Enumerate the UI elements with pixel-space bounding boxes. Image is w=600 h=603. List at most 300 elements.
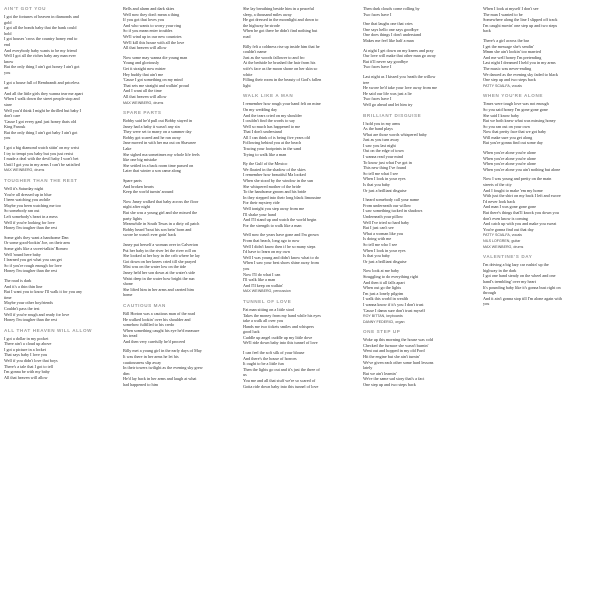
lyric-line: end bbox=[4, 41, 11, 47]
lyric-line: Or some good-lookin' Joe, on their arm bbox=[4, 240, 70, 246]
lyric-line: Or just a brilliant disguise bbox=[363, 187, 407, 193]
lyric-line: I saw something tucked in shadows bbox=[363, 208, 423, 214]
lyric-line: We danced as the evening sky faded to black bbox=[483, 71, 559, 77]
lyric-line: There's a tale that I got to tell bbox=[4, 363, 54, 369]
lyric-line: At the bedside he brushed the hair from his bbox=[243, 60, 316, 66]
musician-credit: PATTY SCIALFA, vocals bbox=[483, 83, 522, 88]
lyric-line: I got a big diamond watch sittin' on my wrist bbox=[4, 145, 80, 151]
lyric-line: Then dark clouds come rolling by bbox=[363, 6, 420, 11]
lyric-line: Our love will make that other man go away bbox=[363, 53, 436, 59]
lyric-line: Bells and alarm and dark skies bbox=[123, 6, 175, 11]
lyric-line: There's a girl across the bar bbox=[483, 37, 529, 43]
lyric-line: take a walk all over you bbox=[243, 318, 284, 324]
musician-credit: MAX WEINBERG, percussion bbox=[243, 289, 291, 294]
lyric-line: It was there in her arms he let his bbox=[123, 354, 179, 360]
song-title: CAUTIOUS MAN bbox=[123, 302, 166, 308]
lyric-line: Bobby said he'd pull out Bobby stayed in bbox=[123, 118, 193, 124]
lyric-line: But there's things that'll knock you down you bbox=[483, 210, 559, 215]
lyric-line: For the strength to walk like a man bbox=[243, 222, 302, 228]
lyric-line: I walk this world in wealth bbox=[363, 296, 409, 302]
lyric-line: Well you'd think I might be thrilled but baby I bbox=[4, 107, 82, 113]
lyric-line: Hit the engine but she ain't turnin' bbox=[363, 354, 420, 360]
lyric-line: Two faces have I bbox=[363, 11, 392, 17]
musician-credit: ROY BITTAN, keyboards bbox=[363, 314, 403, 319]
lyric-line: I been watching you awhile bbox=[4, 197, 51, 203]
lyric-line: But the only thing I ain't got baby I ain't got bbox=[4, 129, 78, 135]
lyric-line: From that beach, long ago to now bbox=[243, 237, 300, 243]
lyric-line: All that heaven will allow bbox=[123, 93, 167, 99]
lyrics-column-1 bbox=[4, 6, 120, 385]
lyric-line: good luck bbox=[243, 329, 260, 335]
lyric-line: With just the shirt on my back I left and swore bbox=[483, 193, 561, 199]
lyric-line: I got all the bonds baby that the bank could bbox=[4, 25, 77, 31]
song-block bbox=[4, 178, 120, 323]
lyric-line: And everybody baby wants to be my friend bbox=[4, 47, 77, 53]
lyric-line: On my wedding day bbox=[243, 106, 278, 112]
lyric-line: Spare parts bbox=[123, 178, 142, 184]
lyric-line: streets of the city bbox=[483, 182, 512, 188]
lyric-line: To know just what I've got in bbox=[363, 159, 412, 165]
lyric-line: Fat man sitting on a little stool bbox=[243, 306, 295, 312]
song-block bbox=[483, 6, 597, 88]
lyric-line: Two faces have I bbox=[363, 96, 392, 102]
lyric-line: Takes the money from my hand while his eyes bbox=[243, 312, 321, 318]
lyric-line: Then the lights go out and it's just the three of bbox=[243, 366, 320, 372]
lyric-line: Meanwhile in South Texas in a dirty oil patch bbox=[123, 221, 200, 227]
lyric-line: And catch up with you and make you sweat bbox=[483, 221, 557, 227]
lyric-line: And I'll keep on walkin' bbox=[243, 282, 284, 288]
lyric-line: Some girls like a sweet-talkin' Romeo bbox=[4, 245, 68, 251]
lyric-line: From underneath our willow bbox=[363, 202, 412, 208]
lyric-line: She whispered mother of the bride bbox=[243, 183, 301, 189]
lyric-line: So if you mean enter troubles bbox=[123, 28, 173, 34]
lyric-line: Billy felt a coldness rise up inside him that he bbox=[243, 43, 320, 49]
song-title: TUNNEL OF LOVE bbox=[243, 298, 292, 304]
lyric-line: Now I was young and pretty on the main bbox=[483, 176, 552, 182]
lyric-line: Later that winter a son came along bbox=[123, 168, 181, 174]
lyric-line: I get the message she's sendin' bbox=[483, 43, 534, 49]
lyric-line: Billy met a young girl in the early days of May bbox=[123, 348, 202, 354]
lyric-line: In they stepped into their long black limousine bbox=[243, 194, 322, 200]
lyric-line: One says hello one says goodbye bbox=[363, 26, 419, 32]
song-block bbox=[123, 110, 239, 298]
lyric-line: Just as the woods fallower to and fro bbox=[243, 54, 305, 60]
lyric-line: Is doing with me bbox=[363, 236, 392, 242]
lyric-line: And the tears cried on my shoulder bbox=[243, 112, 302, 118]
lyric-line: Well if you're rough and ready for love bbox=[4, 311, 70, 317]
lyric-line: Trying to walk like a man bbox=[243, 151, 287, 157]
song-title: ALL THAT HEAVEN WILL ALLOW bbox=[4, 327, 93, 333]
lyric-line: home bbox=[123, 292, 133, 298]
lyric-line: And I want all the time bbox=[123, 88, 162, 94]
musician-credit: MAX WEINBERG, drums bbox=[123, 100, 164, 105]
lyric-line: through bbox=[483, 290, 497, 296]
lyric-line: When you're alone you're alone bbox=[483, 155, 536, 161]
lyric-line: I got one hand steady on the wheel and one bbox=[483, 273, 556, 279]
lyric-line: Now look at me baby bbox=[363, 268, 400, 274]
lyric-line: So tell me what I see bbox=[363, 170, 399, 176]
lyric-line: Hands me two tickets smiles and whispers bbox=[243, 323, 314, 329]
lyric-line: When out go the lights bbox=[363, 285, 402, 291]
lyric-line: Mmm she ain't lookin' too married bbox=[483, 49, 541, 55]
lyric-line: somehow fulfilled to his credo bbox=[123, 322, 175, 328]
lyric-line: you bbox=[243, 265, 250, 271]
lyric-line: Got down on her knees cried till she prayed bbox=[123, 258, 197, 264]
lyric-line: When something caught his eye he'd measure bbox=[123, 327, 200, 333]
song-block bbox=[4, 6, 120, 173]
lyric-line: And who wants to worry your ring bbox=[123, 22, 182, 28]
lyric-line: Mist was on the water low on the tide bbox=[123, 264, 187, 270]
song-title: AIN'T GOT YOU bbox=[4, 6, 46, 11]
song-title: SPARE PARTS bbox=[123, 110, 162, 116]
lyric-line: I'd never look back bbox=[483, 198, 516, 204]
lyric-line: Well 'round here baby bbox=[4, 251, 41, 257]
lyric-line: And me well honey I'm pretending bbox=[483, 54, 542, 60]
lyric-line: Janey put herself a woman over in Calverton bbox=[123, 241, 199, 247]
lyric-line: For their mystery ride bbox=[243, 200, 280, 206]
lyric-line: I got a dollar in my pocket bbox=[4, 335, 49, 341]
lyric-line: Tracing your footprints in the sand bbox=[243, 146, 302, 152]
lyric-line: Until I got you in my arms I can't be satisfied bbox=[4, 161, 80, 167]
lyric-line: you bbox=[483, 301, 490, 307]
lyric-line: stare bbox=[4, 101, 12, 107]
lyric-line: One does things I don't understand bbox=[363, 32, 422, 38]
lyric-line: tree bbox=[363, 79, 370, 85]
lyric-line: She lay breathing beside him in a peaceful bbox=[243, 6, 315, 11]
musician-credit: MAX WEINBERG, drums bbox=[4, 168, 45, 173]
lyric-line: One that laughs one that cries bbox=[363, 21, 413, 27]
lyric-line: Janey held her son down at the water's side bbox=[123, 269, 196, 275]
lyric-line: back bbox=[483, 28, 491, 34]
lyric-line: Young and gloriously bbox=[123, 60, 160, 66]
lyric-line: Well I was young and didn't know what to do bbox=[243, 254, 319, 260]
lyric-line: So you said honey I'm gone gone gone bbox=[483, 106, 548, 112]
lyric-line: I got a house full of Rembrandt and priceless bbox=[4, 79, 80, 85]
lyric-line: To the handsome groom and his bride bbox=[243, 189, 307, 195]
lyric-line: That I don't understand bbox=[243, 129, 282, 135]
lyric-line: party lights bbox=[123, 215, 142, 221]
musician-credit: NILS LOFGREN, guitar bbox=[483, 238, 521, 243]
lyric-line: So you ran out on your own bbox=[483, 123, 530, 129]
song-title: WALK LIKE A MAN bbox=[243, 93, 294, 99]
lyric-line: Last night I dreamed I held you in my arms bbox=[483, 60, 556, 66]
lyric-line: I got a picture in a locket bbox=[4, 346, 46, 352]
lyric-line: I'll walk like a man bbox=[243, 277, 276, 283]
lyric-line: Well I got all the riches baby any man ever bbox=[4, 53, 76, 59]
lyric-line: I wanna know if it's you I don't trust bbox=[363, 301, 424, 307]
lyric-line: his tread bbox=[123, 333, 138, 339]
musician-credit: MAX WEINBERG, drums bbox=[483, 244, 524, 249]
lyric-line: night after night bbox=[123, 204, 150, 210]
lyric-line: She lifted him in her arms and carried him bbox=[123, 286, 194, 292]
lyric-line: I couldn't find the words to say bbox=[243, 118, 295, 124]
lyric-line: Keep the world turnin' around bbox=[123, 189, 174, 195]
lyric-line: I got houses 'cross the country honey end to bbox=[4, 36, 78, 42]
lyric-line: Some girls they want a handsome Dan bbox=[4, 234, 69, 240]
song-title: VALENTINE'S DAY bbox=[483, 254, 533, 260]
lyric-line: Maybe your other boyfriends bbox=[4, 300, 53, 306]
song-block bbox=[123, 303, 239, 388]
lyric-line: That says baby I love you bbox=[4, 352, 48, 358]
lyric-line: Bill Horton was a cautious man of the road bbox=[123, 310, 196, 316]
lyric-line: Now Janey walked that baby across the floor bbox=[123, 198, 199, 204]
lyric-line: When you're alone you're alone bbox=[483, 150, 536, 156]
song-block bbox=[243, 299, 359, 389]
lyric-line: We'll wind up in our new countries bbox=[123, 33, 182, 39]
lyric-line: And I'll stand up and watch the world begin bbox=[243, 217, 317, 223]
lyric-line: don't care bbox=[4, 113, 21, 119]
lyric-line: He got dressed in the moonlight and down to bbox=[243, 17, 319, 23]
lyric-line: And there's the house of horrors bbox=[243, 355, 297, 361]
lyric-line: you bbox=[4, 69, 11, 75]
lyric-line: Times were tough love was not enough bbox=[483, 101, 549, 107]
lyric-line: had happened to him bbox=[123, 382, 159, 388]
lyric-line: When I saw your best shoes shine away from bbox=[243, 260, 319, 266]
lyric-line: dim bbox=[123, 370, 130, 376]
song-title: TOUGHER THAN THE REST bbox=[4, 178, 78, 184]
lyric-line: You're all dressed up in blue bbox=[4, 191, 52, 197]
lyric-line: Checked the furnace she wasn't burnin' bbox=[363, 342, 429, 348]
lyric-line: 'Cause I got something on my mind bbox=[123, 77, 183, 83]
lyric-line: Went out and hopped in my old Ford bbox=[363, 348, 425, 354]
lyric-line: All that heaven will allow bbox=[123, 45, 167, 51]
lyric-line: It ought to be a little fun bbox=[243, 361, 284, 367]
lyric-line: And broken hearts bbox=[123, 183, 154, 189]
lyric-line: Lake bbox=[123, 146, 132, 152]
song-block bbox=[363, 329, 479, 387]
lyric-line: I learned you get what you can get bbox=[4, 257, 62, 263]
lyric-line: I hold you in my arms bbox=[363, 120, 401, 126]
lyric-line: As the band plays bbox=[363, 126, 393, 132]
song-block bbox=[483, 93, 597, 249]
lyric-line: I'd have to learn on my own bbox=[243, 249, 290, 255]
lyric-line: Two faces have I bbox=[363, 64, 392, 70]
lyric-line: Bobby got scared and he ran away bbox=[123, 134, 181, 140]
lyric-line: I made a deal with the devil baby I won't bet bbox=[4, 156, 79, 162]
lyric-line: shone bbox=[123, 281, 133, 287]
lyric-line: I wanna read your mind bbox=[363, 154, 404, 160]
lyric-line: So tell me who I see bbox=[363, 241, 398, 247]
lyric-line: King Farouk bbox=[4, 124, 26, 130]
lyric-line: I saw you last night bbox=[363, 142, 396, 148]
lyric-line: But I want you to know I'll walk it for you any bbox=[4, 289, 83, 295]
lyric-line: But we both knew what was missing honey bbox=[483, 118, 556, 124]
lyric-line: Woke up this morning the house was cold bbox=[363, 337, 434, 343]
lyric-line: Just as you turn away bbox=[363, 137, 400, 143]
lyric-line: This new thing I've found bbox=[363, 165, 407, 171]
lyric-line: Makes me feel like half a man bbox=[363, 37, 414, 43]
lyric-line: We're the same sad story that's a fact bbox=[363, 376, 425, 382]
lyric-line: Well it's Saturday night bbox=[4, 186, 44, 192]
lyric-line: Struggling to do everything right bbox=[363, 273, 419, 279]
lyric-line: The road is dark bbox=[4, 277, 32, 283]
lyric-line: You me and all that stuff we're so scared of bbox=[243, 378, 316, 384]
lyrics-column-5 bbox=[483, 6, 597, 312]
lyric-line: Well go ahead and let him try bbox=[363, 101, 413, 107]
lyric-line: I'm gonna be with my baby bbox=[4, 369, 50, 375]
lyric-line: Underneath your pillow bbox=[363, 214, 404, 219]
lyric-line: light bbox=[243, 82, 251, 88]
lyric-line: I can feel the soft silk of your blouse bbox=[243, 350, 305, 356]
lyric-line: I got the fortunes of heaven in diamonds and bbox=[4, 14, 79, 19]
lyric-line: I remember how beautiful Ma looked bbox=[243, 172, 306, 178]
lyric-line: Well so much has happened to me bbox=[243, 123, 301, 129]
lyric-line: So if you're rough enough for love bbox=[4, 262, 62, 268]
lyric-line: At night I get down on my knees and pray bbox=[363, 47, 434, 53]
lyric-line: In their towers twilight as the evening sky grew bbox=[123, 365, 203, 371]
song-title: WHEN YOU'RE ALONE bbox=[483, 93, 544, 99]
lyric-line: I'm just a lonely pilgrim bbox=[363, 290, 404, 296]
lyrics-column-3 bbox=[243, 6, 359, 394]
lyric-line: He'd lay back in her arms and laugh at what bbox=[123, 376, 197, 382]
lyric-line: And man I was gone gone gone bbox=[483, 204, 537, 210]
lyric-line: What are those words whispered baby bbox=[363, 131, 427, 137]
lyric-line: One step up and two steps back bbox=[363, 382, 416, 388]
lyric-line: They were set to marry on a summer day bbox=[123, 129, 192, 135]
lyric-line: highway in the dark bbox=[483, 267, 517, 273]
lyric-line: Last night as I kissed you 'neath the willow bbox=[363, 73, 436, 79]
song-block bbox=[123, 6, 239, 105]
lyric-line: know bbox=[4, 58, 14, 64]
lyric-line: He said our life was just a lie bbox=[363, 90, 412, 96]
lyric-line: white bbox=[243, 71, 253, 77]
lyric-line: hand's trembling' over my heart bbox=[483, 278, 536, 284]
lyric-line: Out on the edge of town bbox=[363, 148, 404, 154]
lyric-line: What a woman like you bbox=[363, 230, 404, 236]
lyric-line: Well if you're looking for love bbox=[4, 219, 55, 225]
lyric-line: time bbox=[4, 294, 12, 300]
lyric-line: cautiousness slip away bbox=[123, 359, 162, 365]
lyric-line: I'll shake your hand bbox=[243, 211, 276, 217]
lyric-line: Bobby heard 'bout his son bein' born and bbox=[123, 226, 192, 232]
lyric-line: Left somebody's heart in a mess bbox=[4, 214, 58, 219]
lyric-line: Following behind you at the beach bbox=[243, 140, 302, 146]
lyric-line: Honey I'm tougher than the rest bbox=[4, 317, 57, 323]
lyric-line: road bbox=[243, 33, 251, 39]
lyric-line: The music was never-ending bbox=[483, 65, 532, 71]
lyric-line: He swore he'd take your love away from me bbox=[363, 85, 438, 91]
lyric-line: 'Cause I damn sure don't trust myself bbox=[363, 307, 425, 313]
lyric-line: lately bbox=[363, 365, 373, 371]
lyric-line: She said I know baby bbox=[483, 112, 520, 118]
song-block bbox=[363, 113, 479, 325]
lyric-line: And it's a thin thin line bbox=[4, 283, 43, 289]
lyric-line: Couldn't pass the test bbox=[4, 305, 40, 311]
lyric-line: swore he wasn't ever goin' back bbox=[123, 232, 177, 238]
lyric-line: All I can think of is being five years old bbox=[243, 134, 310, 140]
lyric-line: When I look at myself I don't see bbox=[483, 6, 539, 11]
lyric-line: He walked lookin' over his shoulder and bbox=[123, 316, 191, 322]
lyric-line: Maybe you been watching me too bbox=[4, 202, 61, 208]
lyric-line: you bbox=[4, 135, 11, 141]
lyric-line: When you're alone you ain't nothing but alone bbox=[483, 166, 561, 172]
lyric-line: Well I've tried so hard baby bbox=[363, 219, 410, 225]
lyric-line: And it ain't gonna stop till I'm alone again with bbox=[483, 295, 562, 301]
lyric-line: When I look in your eyes bbox=[363, 176, 406, 182]
lyrics-column-4 bbox=[363, 6, 479, 393]
lyric-line: Now that pretty face that we got baby bbox=[483, 129, 547, 135]
lyric-line: Put her baby in the river let the river roll on bbox=[123, 247, 197, 253]
lyric-line: When you're alone you're alone bbox=[483, 161, 536, 167]
lyric-line: She looked at her boy in the crib where he lay bbox=[123, 253, 200, 259]
lyric-line: But it'll never say goodbye bbox=[363, 58, 408, 64]
lyric-line: One step up and two steps back bbox=[483, 77, 536, 83]
lyric-line: And then very carefully he'd proceed bbox=[123, 338, 186, 344]
song-title: BRILLIANT DISGUISE bbox=[363, 112, 422, 118]
lyric-line: couldn't name bbox=[243, 49, 267, 55]
lyric-line: We floated in the shadow of the skies bbox=[243, 166, 306, 172]
lyric-line: 'Cause I got every gaul just honey thats old bbox=[4, 118, 77, 124]
lyric-line: If you got that loves you bbox=[123, 17, 165, 23]
lyric-line: Well now the years have gone and I'm grown bbox=[243, 232, 319, 238]
lyric-line: Jane moved in with her ma out on Shawnee bbox=[123, 140, 197, 146]
lyric-line: Get it straight now mister bbox=[123, 65, 166, 71]
lyric-line: That sets me straight and walkin' proud bbox=[123, 82, 189, 88]
song-block bbox=[363, 6, 479, 108]
lyric-line: Somewhere along the line I slipped off track bbox=[483, 17, 558, 23]
lyrics-column-2 bbox=[123, 6, 239, 393]
musician-credit: DANNY FEDERICI, organ bbox=[363, 319, 405, 324]
lyric-line: Well I didn't know then if he so many steps bbox=[243, 243, 316, 249]
lyric-line: Honey I'm tougher than the rest bbox=[4, 225, 57, 231]
lyric-line: Cuddle up angel cuddle up my little dove bbox=[243, 334, 313, 340]
lyric-line: Well tonight you step away from me bbox=[243, 206, 305, 211]
lyric-line: Now some may wanna die young man bbox=[123, 54, 188, 60]
lyric-line: the highway he strode bbox=[243, 22, 280, 28]
lyric-line: Well if you didn't love that boys bbox=[4, 358, 58, 364]
lyric-line: us bbox=[243, 372, 247, 378]
lyric-line: I'm caught movin' one step up and two steps bbox=[483, 22, 558, 28]
lyric-line: Waist deep in the water how bright the sun bbox=[123, 275, 195, 281]
lyric-line: art bbox=[4, 85, 9, 91]
lyric-line: We'll ride down baby into this tunnel of love bbox=[243, 340, 318, 346]
lyric-line: Hey buddy that ain't me bbox=[123, 71, 164, 77]
lyric-line: And all the little girls they wanna tear me apart bbox=[4, 90, 83, 96]
lyric-line: I'm driving a big lazy car rushin' up the bbox=[483, 262, 549, 268]
lyric-line: The man I wanted to be bbox=[483, 11, 523, 17]
lyric-line: Honey I'm tougher than the rest bbox=[4, 268, 57, 274]
lyric-line: don't even know is coming bbox=[483, 215, 528, 221]
lyric-line: gold bbox=[4, 19, 12, 25]
lyric-line: Gotta ride down baby into this tunnel of love bbox=[243, 383, 319, 389]
lyric-line: So somebody ran out bbox=[4, 208, 40, 214]
lyric-line: She sighed ma sometimes my whole life feels bbox=[123, 151, 200, 157]
song-block bbox=[243, 6, 359, 88]
song-title: ONE STEP UP bbox=[363, 329, 401, 335]
lyric-line: I remember how rough your hand felt on mine bbox=[243, 101, 321, 107]
lyric-line: hold bbox=[4, 30, 12, 36]
lyric-line: By the Gulf of the Mexico bbox=[243, 161, 288, 167]
lyric-line: Well now they don't mean a thing bbox=[123, 11, 180, 17]
lyric-line: But you're gonna find out some day bbox=[483, 140, 543, 146]
song-block bbox=[483, 254, 597, 307]
lyric-line: She settled in a back room time passed on bbox=[123, 162, 194, 168]
lyric-line: And I fought to make 'em my home bbox=[483, 187, 543, 193]
lyric-line: Now I'll do what I can bbox=[243, 271, 281, 277]
lyric-line: Is that you baby bbox=[363, 182, 390, 188]
lyric-line: You're gonna find out that day bbox=[483, 226, 534, 232]
lyric-line: We've given each other some hard lessons bbox=[363, 359, 434, 365]
lyric-line: Filling their room in the beauty of God's fallen bbox=[243, 77, 322, 83]
lyric-line: When he got there he didn't find nothing but bbox=[243, 28, 318, 34]
lyric-line: It's pounding baby like it's gonna bust right on bbox=[483, 284, 561, 290]
song-block bbox=[4, 328, 120, 381]
song-block bbox=[243, 93, 359, 294]
lyric-line: When she stood by the window in the sun bbox=[243, 178, 314, 184]
lyric-line: I try to tempt you baby but you just resist bbox=[4, 150, 74, 156]
lyric-line: I heard somebody call your name bbox=[363, 197, 419, 203]
lyric-line: We'll kill this house with all the love bbox=[123, 39, 185, 45]
